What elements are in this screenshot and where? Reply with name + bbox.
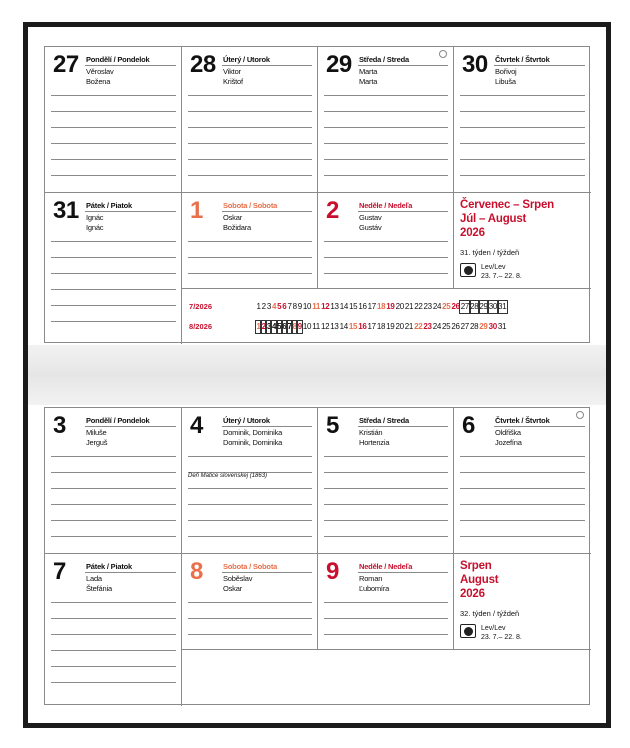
mini-calendar-day: 18 [376,302,386,311]
day-cell-thursday[interactable] [454,408,591,554]
mini-calendar-day: 7 [287,302,292,311]
mini-calendar-day: 31 [498,302,507,311]
writing-lines [324,456,448,537]
name-days: Lada Štefánia [86,574,112,593]
mini-calendar-day: 15 [349,302,358,311]
name-days: Miluše Jerguš [86,428,108,447]
day-number: 31 [53,197,79,224]
mini-calendar-day: 24 [432,302,442,311]
page-fold [28,345,606,405]
writing-lines [188,241,312,274]
mini-calendar-day: 27 [460,302,470,311]
day-cell-friday[interactable] [45,554,182,706]
day-number: 4 [190,412,203,439]
mini-calendar-day: 10 [302,322,312,331]
day-cell-friday[interactable] [45,193,182,344]
mini-calendar-day: 16 [358,322,367,331]
month-info-cell [454,193,591,289]
mini-calendar-day: 6 [282,302,287,311]
day-number: 30 [462,51,488,78]
mini-calendar-day: 9 [297,302,302,311]
name-days: Roman Ľubomíra [359,574,390,593]
mini-calendar-day: 29 [479,322,488,331]
name-days: Dominik, Dominika Dominik, Dominika [223,428,283,447]
mini-calendar-day: 11 [312,302,321,311]
mini-calendar-day: 3 [266,302,271,311]
mini-calendar-day: 17 [367,322,376,331]
month-title: Srpen August 2026 [460,560,499,600]
day-name: Sobota / Sobota [223,562,278,571]
mini-calendar-day: 12 [321,302,330,311]
mini-calendar-day: 28 [469,322,479,331]
day-cell-saturday[interactable] [182,193,318,289]
mini-calendar-day: 14 [339,322,348,331]
mini-calendar-day: 16 [358,302,367,311]
mini-calendar-day: 1 [256,302,261,311]
name-days: Kristián Hortenzia [359,428,390,447]
day-name: Úterý / Utorok [223,416,270,425]
day-number: 27 [53,51,79,78]
writing-lines [188,95,312,176]
day-name: Středa / Streda [359,55,409,64]
planner-frame [23,22,611,728]
day-number: 7 [53,558,66,585]
holiday-note: Deň Matice slovenskej (1863) [188,473,268,479]
mini-calendar-day: 20 [395,302,404,311]
mini-calendar-day: 2 [261,322,266,331]
moon-phase-icon [439,50,447,58]
day-number: 1 [190,197,203,224]
mini-calendar-day: 14 [339,302,349,311]
day-name: Pondělí / Pondelok [86,416,150,425]
month-title: Červenec – Srpen Júl – August 2026 [460,199,554,239]
writing-lines [188,602,312,635]
moon-phase-icon [576,411,584,419]
day-cell-monday[interactable] [45,408,182,554]
day-number: 9 [326,558,339,585]
day-cell-wednesday[interactable] [318,408,454,554]
day-name: Sobota / Sobota [223,201,278,210]
day-cell-tuesday[interactable] [182,408,318,554]
day-cell-sunday[interactable] [318,193,454,289]
mini-calendar-day: 4 [271,302,277,311]
name-days: Viktor Krištof [223,67,243,86]
leo-zodiac-icon [460,624,476,638]
name-days: Bořivoj Libuša [495,67,517,86]
mini-calendar-day: 26 [451,322,460,331]
mini-calendar-day: 30 [488,302,498,311]
day-name: Úterý / Utorok [223,55,270,64]
day-number: 8 [190,558,203,585]
day-number: 29 [326,51,352,78]
writing-lines [460,456,585,537]
name-days: Soběslav Oskar [223,574,253,593]
day-name: Čtvrtek / Štvrtok [495,55,550,64]
day-cell-monday[interactable] [45,47,182,193]
mini-calendar-day: 17 [367,302,376,311]
mini-calendar-day: 12 [320,322,330,331]
writing-lines [51,456,176,537]
writing-lines [460,95,585,176]
writing-lines [51,241,176,322]
writing-lines [324,602,448,635]
day-cell-saturday[interactable] [182,554,318,650]
zodiac-info: Lev/Lev 23. 7.– 22. 8. [481,625,522,641]
mini-calendar-day: 15 [348,322,358,331]
mini-calendar-day: 26 [451,302,460,311]
mini-calendar-day: 1 [256,322,261,331]
name-days: Věroslav Božena [86,67,114,86]
writing-lines [324,95,448,176]
mini-calendar-day: 4 [271,322,277,331]
day-number: 3 [53,412,66,439]
mini-calendar-day: 31 [497,322,507,331]
week-32-page [44,407,590,705]
mini-calendar-day: 10 [302,302,312,311]
week-31-page: 27 Pondělí / Pondelok Věroslav Božena 28 Úterý / Utorok Viktor Krištof 29 Středa / Streda Marta Marta 30 Čtvrtek / Štvrtok Bořivoj Libuša 31 Pátek / Piatok Ignác Ignác 1 Sobota / Sobota Oskar Božidara 2 Neděle / Nedeľa Gustav Gustáv Červenec – Srpen Júl – August 2026 31. týden / týždeň Lev/Lev 23. 7.– 22. 8. 7/2026 1 2 3 4 5 6 7 8 9 10 11 12 13 14 15 16 17 18 19 20 21 22 23 24 25 26 27 28 29 30 31 8/2026 1 2 3 4 5 6 7 8 9 10 11 12 13 14 15 16 17 18 19 20 21 22 23 24 25 26 27 28 29 30 31 [44,46,590,343]
mini-calendar-day: 30 [488,322,497,331]
writing-lines [188,456,312,537]
day-name: Pátek / Piatok [86,562,132,571]
mini-calendar-day: 24 [432,322,441,331]
mini-calendar-day: 22 [414,302,423,311]
mini-calendar-day: 2 [261,302,266,311]
day-number: 28 [190,51,216,78]
mini-calendar-day: 29 [479,302,488,311]
mini-calendar-day: 5 [277,302,282,311]
day-number: 2 [326,197,339,224]
week-number: 32. týden / týždeň [460,609,520,618]
mini-calendar-day: 19 [386,322,395,331]
day-name: Čtvrtek / Štvrtok [495,416,550,425]
mini-calendar-day: 6 [282,322,287,331]
mini-calendar-day: 11 [312,322,320,331]
writing-lines [324,241,448,274]
name-days: Marta Marta [359,67,378,86]
mini-calendar-day: 13 [330,302,339,311]
day-cell-sunday[interactable] [318,554,454,650]
mini-calendar-day: 20 [395,322,404,331]
mini-calendar-day: 7 [287,322,292,331]
day-name: Pondělí / Pondelok [86,55,150,64]
mini-calendar-day: 19 [386,302,395,311]
day-name: Pátek / Piatok [86,201,132,210]
mini-calendar-days [256,301,507,313]
leo-zodiac-icon [460,263,476,277]
mini-calendar-day: 28 [470,302,479,311]
mini-calendar-day: 18 [376,322,386,331]
day-cell-thursday[interactable] [454,47,591,193]
mini-calendar-day: 27 [460,322,469,331]
name-days: Gustav Gustáv [359,213,382,232]
mini-calendar-day: 8 [292,302,297,311]
writing-lines [51,95,176,176]
week-number: 31. týden / týždeň [460,248,520,257]
day-name: Neděle / Nedeľa [359,201,413,210]
mini-calendar-day: 21 [404,302,414,311]
mini-calendar-day: 3 [266,322,271,331]
day-number: 5 [326,412,339,439]
mini-calendar-day: 25 [442,322,451,331]
zodiac-info: Lev/Lev 23. 7.– 22. 8. [481,264,522,280]
mini-calendar-day: 22 [414,322,423,331]
mini-calendar-day: 25 [442,302,451,311]
mini-calendar-day: 21 [404,322,414,331]
mini-calendar-day: 9 [297,322,302,331]
mini-calendar-days [256,321,507,333]
mini-calendar-day: 23 [423,322,432,331]
day-name: Neděle / Nedeľa [359,562,413,571]
mini-calendar-day: 23 [423,302,432,311]
day-cell-tuesday[interactable] [182,47,318,193]
writing-lines [51,602,176,683]
name-days: Ignác Ignác [86,213,104,232]
mini-calendar-day: 8 [292,322,297,331]
mini-calendar-day: 13 [330,322,339,331]
name-days: Oskar Božidara [223,213,252,232]
name-days: Oldřiška Jozefína [495,428,522,447]
month-info-cell [454,554,591,650]
day-number: 6 [462,412,475,439]
day-cell-wednesday[interactable] [318,47,454,193]
mini-calendar-day: 5 [277,322,282,331]
day-name: Středa / Streda [359,416,409,425]
